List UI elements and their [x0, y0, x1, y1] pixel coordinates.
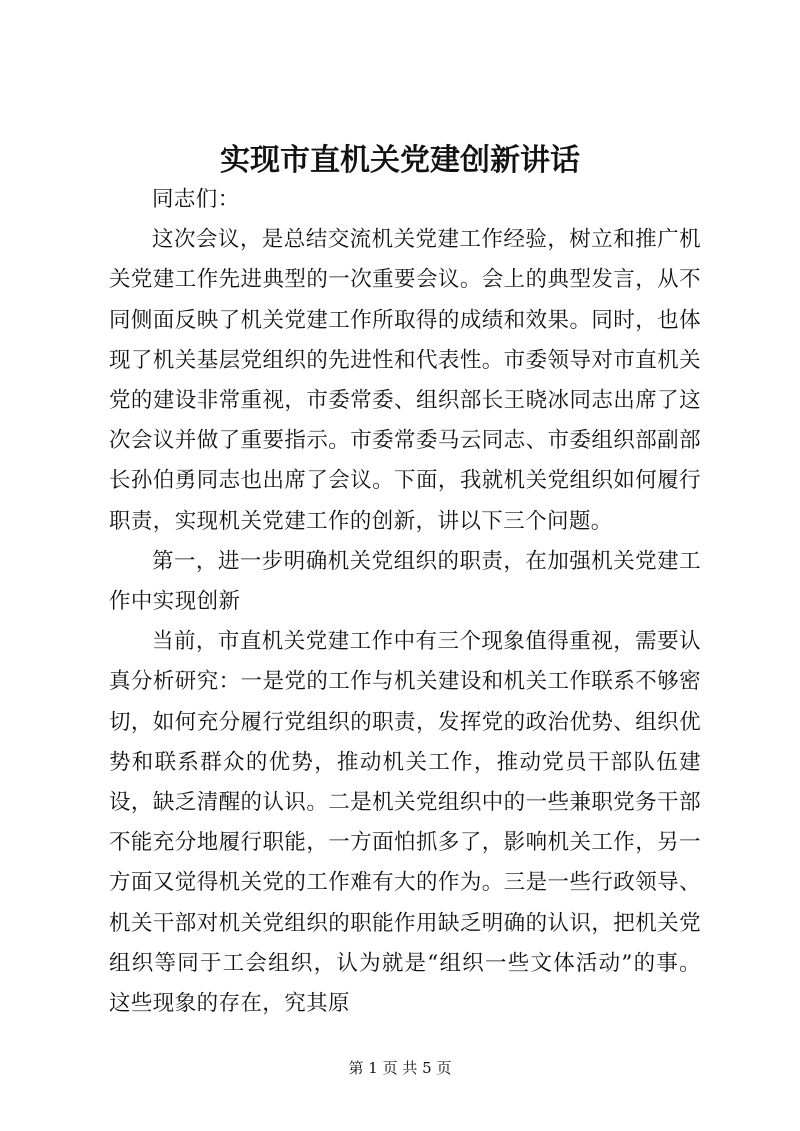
document-title: 实现市直机关党建创新讲话: [220, 143, 580, 178]
body-paragraph: 当前，市直机关党建工作中有三个现象值得重视，需要认真分析研究：一是党的工作与机关建设和机关工作联系不够密切，如何充分履行党组织的职责，发挥党的政治优势、组织优势和联系群众的优势，推动机关工作，推动党员干部队伍建设，缺乏清醒的认识。二是机关党组织中的一些兼职党务干部不能充分地履行职能，一方面怕抓多了，影响机关工作，另一方面又觉得机关党的工作难有大的作为。三是一些行政领导、机关干部对机关党组织的职能作用缺乏明确的认识，把机关党组织等同于工会组织，认为就是“组织一些文体活动”的事。这些现象的存在，究其原: [109, 629, 701, 1017]
body-paragraph: 这次会议，是总结交流机关党建工作经验，树立和推广机关党建工作先进典型的一次重要会议。会上的典型发言，从不同侧面反映了机关党建工作所取得的成绩和效果。同时，也体现了机关基层党组织的先进性和代表性。市委领导对市直机关党的建设非常重视，市委常委、组织部长王晓冰同志出席了这次会议并做了重要指示。市委常委马云同志、市委组织部副部长孙伯勇同志也出席了会议。下面，我就机关党组织如何履行职责，实现机关党建工作的创新，讲以下三个问题。: [109, 227, 701, 534]
document-body: [109, 180, 701, 1024]
section-heading: 第一，进一步明确机关党组织的职责，在加强机关党建工作中实现创新: [109, 548, 701, 615]
salutation-paragraph: 同志们：: [152, 187, 240, 212]
page-number-footer: 第 1 页 共 5 页: [348, 1059, 452, 1077]
